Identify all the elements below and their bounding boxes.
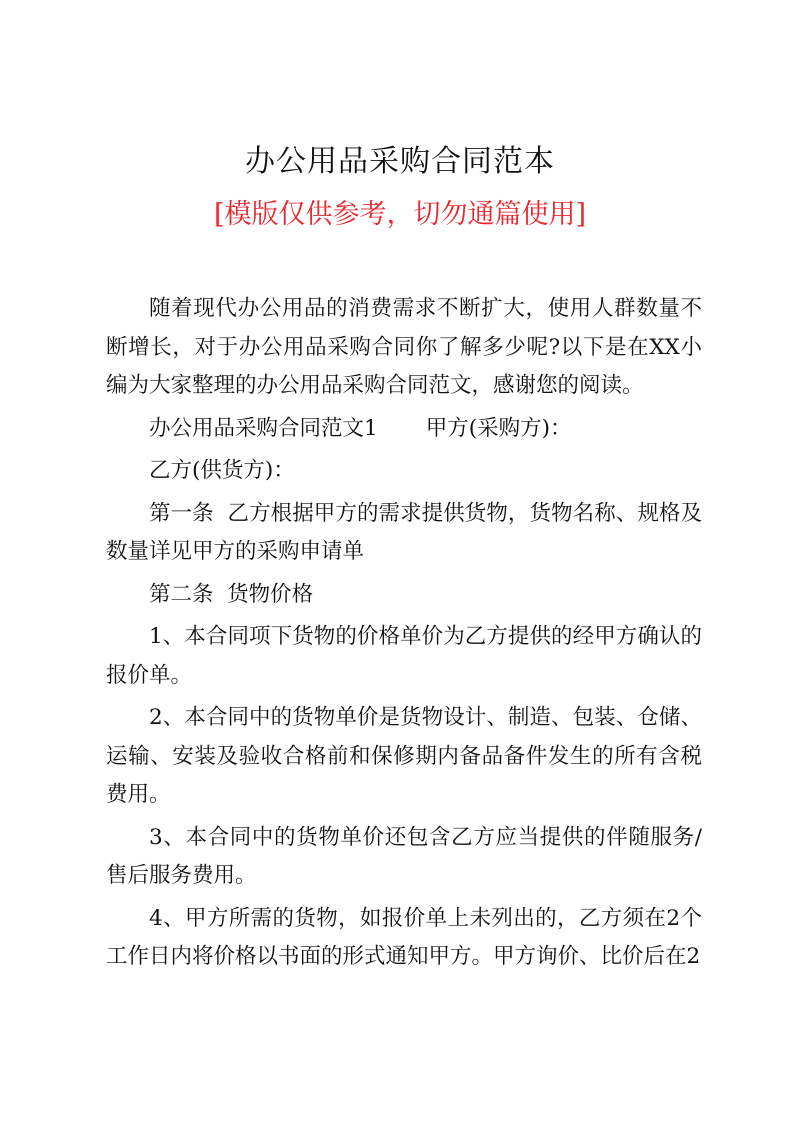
- clause-2: 2、本合同中的货物单价是货物设计、制造、包装、仓储、运输、安装及验收合格前和保修期内备品备件发生的所有含税费用。: [106, 705, 702, 807]
- party-a-label: 甲方(采购方)：: [425, 415, 572, 441]
- article-2-heading: 第二条 货物价格: [149, 581, 314, 607]
- document-title: 办公用品采购合同范本: [245, 144, 555, 179]
- article-1: 第一条 乙方根据甲方的需求提供货物，货物名称、规格及数量详见甲方的采购申请单: [106, 500, 702, 564]
- contract-heading-line: [106, 410, 702, 449]
- party-b-label: 乙方(供货方)：: [149, 458, 295, 483]
- document-body: [106, 290, 702, 977]
- contract-sample-label: 办公用品采购合同范文1: [149, 415, 378, 441]
- clause-4: 4、甲方所需的货物，如报价单上未列出的，乙方须在2个工作日内将价格以书面的形式通知甲方。甲方询价、比价后在2: [106, 905, 702, 969]
- clause-3: 3、本合同中的货物单价还包含乙方应当提供的伴随服务/售后服务费用。: [106, 824, 702, 888]
- template-disclaimer: [模版仅供参考，切勿通篇使用]: [213, 199, 587, 230]
- intro-paragraph: 随着现代办公用品的消费需求不断扩大，使用人群数量不断增长，对于办公用品采购合同你了解多少呢?以下是在XX小编为大家整理的办公用品采购合同范文，感谢您的阅读。: [106, 296, 702, 398]
- clause-1: 1、本合同项下货物的价格单价为乙方提供的经甲方确认的报价单。: [106, 624, 702, 688]
